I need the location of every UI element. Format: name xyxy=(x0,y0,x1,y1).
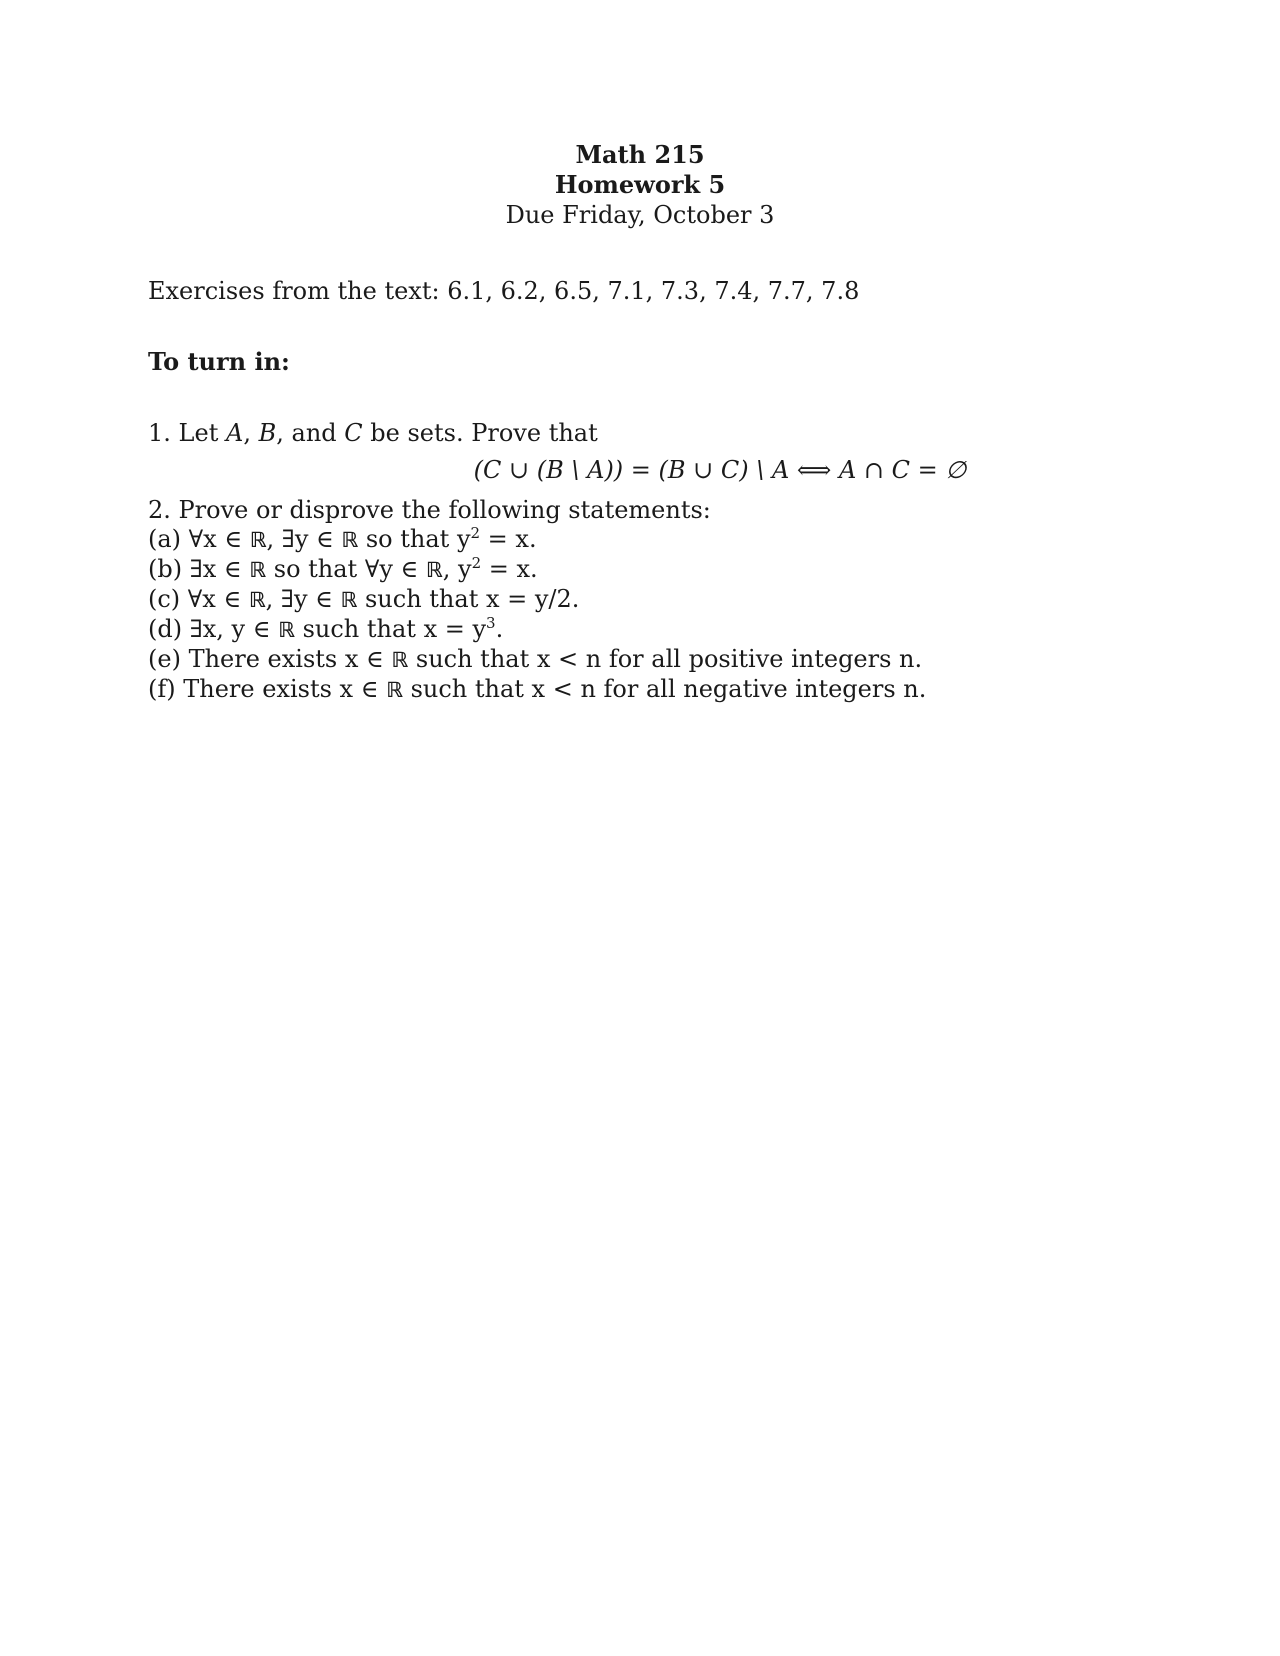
reals-symbol: ℝ xyxy=(278,618,295,642)
part-text: such that x < n for all negative integers n. xyxy=(402,675,927,703)
part-label: (a) xyxy=(148,525,189,553)
course-title: Math 215 xyxy=(575,140,705,169)
problem-2-part-d xyxy=(148,615,926,645)
reals-symbol: ℝ xyxy=(249,528,267,552)
part-text: , ∃y ∈ xyxy=(265,585,341,613)
exercises-label: Exercises from the text: xyxy=(148,277,440,305)
part-text: so that ∀y ∈ xyxy=(266,555,426,583)
problem-2-intro: 2. Prove or disprove the following statements: xyxy=(148,496,711,524)
part-text: ∀x ∈ xyxy=(188,525,250,553)
problem-2-parts xyxy=(148,525,926,705)
part-label: (c) xyxy=(148,585,188,613)
part-label: (f) xyxy=(148,675,184,703)
due-date: Due Friday, October 3 xyxy=(505,201,775,229)
problem-1-suffix: be sets. Prove that xyxy=(370,419,598,447)
part-text: . xyxy=(495,615,504,643)
exercises-list: 6.1, 6.2, 6.5, 7.1, 7.3, 7.4, 7.7, 7.8 xyxy=(447,277,860,305)
problem-2-part-b xyxy=(148,555,926,585)
part-text: , ∃y ∈ xyxy=(266,525,342,553)
part-text: , y xyxy=(442,555,472,583)
reals-symbol: ℝ xyxy=(391,648,409,672)
part-text: such that x = y/2. xyxy=(357,585,580,613)
exponent: 3 xyxy=(486,614,496,632)
problem-2-part-a xyxy=(148,525,926,555)
exercises-line xyxy=(148,276,859,306)
problem-1-prefix: Let xyxy=(178,419,219,447)
reals-symbol: ℝ xyxy=(425,558,443,582)
part-text: ∃x, y ∈ xyxy=(189,615,279,643)
problem-1-sep2: , and xyxy=(276,419,337,447)
part-text: so that y xyxy=(358,525,471,553)
problem-2-part-e xyxy=(148,645,926,675)
exponent: 2 xyxy=(470,524,481,542)
problem-1-number: 1. xyxy=(148,419,171,447)
part-label: (d) xyxy=(148,615,190,643)
part-text: ∀x ∈ xyxy=(187,585,249,613)
part-text: = x. xyxy=(480,525,537,553)
part-text: There exists x ∈ xyxy=(183,675,387,703)
reals-symbol: ℝ xyxy=(340,588,358,612)
problem-1-var-a: A xyxy=(225,419,244,447)
exponent: 2 xyxy=(471,554,482,572)
part-text: such that x < n for all positive integers n. xyxy=(408,645,923,673)
part-label: (b) xyxy=(148,555,190,583)
reals-symbol: ℝ xyxy=(341,528,359,552)
part-text: such that x = y xyxy=(294,615,487,643)
equation-text: (C ∪ (B \ A)) = (B ∪ C) \ A ⟺ A ∩ C = ∅ xyxy=(473,456,967,484)
document-header xyxy=(0,140,1280,230)
problem-1-var-c: C xyxy=(344,419,363,447)
part-text: = x. xyxy=(481,555,538,583)
reals-symbol: ℝ xyxy=(248,588,266,612)
problem-1 xyxy=(148,418,598,448)
problem-1-sep1: , xyxy=(243,419,251,447)
problem-2-part-f xyxy=(148,675,926,705)
part-label: (e) xyxy=(148,645,189,673)
part-text: ∃x ∈ xyxy=(189,555,250,583)
problem-2 xyxy=(148,496,926,705)
problem-1-var-b: B xyxy=(258,419,277,447)
part-text: There exists x ∈ xyxy=(188,645,392,673)
reals-symbol: ℝ xyxy=(386,678,403,702)
problem-1-equation xyxy=(0,455,1280,485)
reals-symbol: ℝ xyxy=(249,558,267,582)
problem-2-part-c xyxy=(148,585,926,615)
turn-in-heading: To turn in: xyxy=(148,347,290,376)
homework-title: Homework 5 xyxy=(554,170,726,199)
